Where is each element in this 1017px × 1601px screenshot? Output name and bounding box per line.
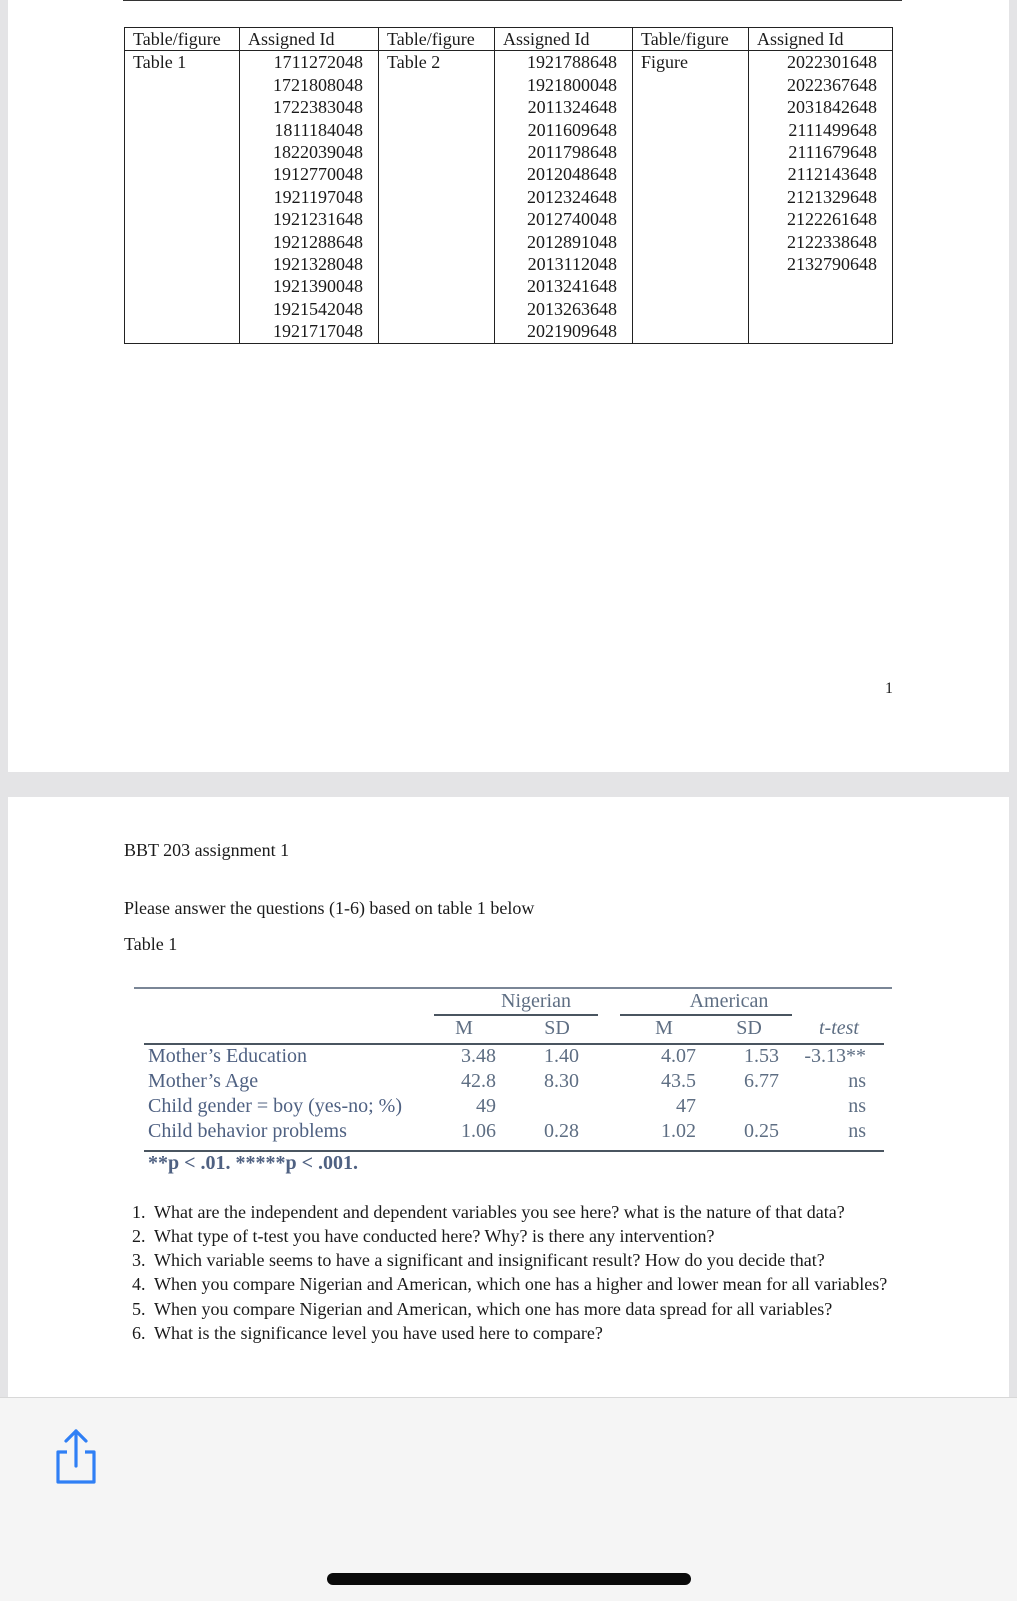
group-label-cell	[379, 163, 495, 185]
group-label-cell	[379, 320, 495, 343]
group-label-cell	[633, 74, 749, 96]
american-sd: 0.25	[744, 1120, 779, 1142]
assigned-id-cell: 1921197048	[240, 186, 379, 208]
id-table-row	[125, 231, 893, 253]
id-table-row	[125, 74, 893, 96]
group-label-cell: Table 1	[125, 51, 240, 74]
group-label-cell	[125, 231, 240, 253]
group-label-cell	[125, 208, 240, 230]
assigned-id-cell: 2013241648	[495, 275, 633, 297]
top-rule	[123, 0, 902, 1]
group-label-cell	[633, 119, 749, 141]
american-sd: 6.77	[744, 1070, 779, 1092]
assignment-heading: BBT 203 assignment 1	[124, 840, 290, 860]
group-label-cell	[633, 231, 749, 253]
group-label-cell	[633, 275, 749, 297]
home-indicator[interactable]	[327, 1573, 691, 1585]
group-label-cell: Figure	[633, 51, 749, 74]
question-text: When you compare Nigerian and American, which one has a higher and lower mean for all variables?	[154, 1274, 888, 1294]
row-label: Child behavior problems	[148, 1120, 347, 1142]
assigned-id-cell: 2122338648	[749, 231, 893, 253]
group-label-cell	[125, 186, 240, 208]
group-label-cell	[379, 208, 495, 230]
group-label-cell	[633, 163, 749, 185]
question-number: 4.	[132, 1274, 146, 1294]
group-label-cell	[379, 74, 495, 96]
nigerian-sd: 0.28	[544, 1120, 579, 1142]
american-mean: 47	[676, 1095, 696, 1117]
id-table-row	[125, 253, 893, 275]
share-icon[interactable]	[52, 1423, 100, 1491]
group-label-cell	[379, 96, 495, 118]
assigned-id-cell: 1921717048	[240, 320, 379, 343]
question-text: What are the independent and dependent variables you see here? what is the nature of that data?	[154, 1202, 845, 1222]
header-table-figure-2: Table/figure	[379, 28, 495, 51]
nigerian-mean: 1.06	[461, 1120, 496, 1142]
assigned-id-cell: 1921288648	[240, 231, 379, 253]
assigned-id-cell: 1921328048	[240, 253, 379, 275]
assigned-id-cell: 1921390048	[240, 275, 379, 297]
question-number: 6.	[132, 1323, 146, 1343]
group-label-cell: Table 2	[379, 51, 495, 74]
col-header-nigerian-sd: SD	[544, 1017, 570, 1039]
id-table-row	[125, 320, 893, 343]
assigned-id-cell: 1921231648	[240, 208, 379, 230]
id-table-row	[125, 298, 893, 320]
question-number: 2.	[132, 1226, 146, 1246]
t-test-result: ns	[848, 1120, 866, 1142]
document-page-2	[8, 797, 1009, 1397]
question-text: Which variable seems to have a significant and insignificant result? How do you decide that?	[154, 1250, 825, 1270]
american-mean: 1.02	[661, 1120, 696, 1142]
assigned-id-cell: 1711272048	[240, 51, 379, 74]
question-item	[124, 1297, 902, 1321]
assigned-id-table	[124, 27, 893, 344]
question-item	[124, 1248, 902, 1272]
group-label-cell	[633, 96, 749, 118]
nigerian-sd: 8.30	[544, 1070, 579, 1092]
assigned-id-cell: 2012740048	[495, 208, 633, 230]
table-top-rule	[134, 987, 892, 989]
nigerian-mean: 42.8	[461, 1070, 496, 1092]
significance-footnote: **p < .01. *****p < .001.	[148, 1152, 359, 1174]
group-label-cell	[379, 253, 495, 275]
american-mean: 4.07	[661, 1045, 696, 1067]
group-label-cell	[125, 298, 240, 320]
question-text: What type of t-test you have conducted here? Why? is there any intervention?	[154, 1226, 715, 1246]
header-assigned-id-2: Assigned Id	[495, 28, 633, 51]
header-table-figure-3: Table/figure	[633, 28, 749, 51]
assigned-id-cell: 2012324648	[495, 186, 633, 208]
group-label-cell	[125, 74, 240, 96]
header-assigned-id-3: Assigned Id	[749, 28, 893, 51]
group-label-cell	[125, 253, 240, 275]
american-sd: 1.53	[744, 1045, 779, 1067]
assigned-id-cell: 2132790648	[749, 253, 893, 275]
assigned-id-cell: 2013112048	[495, 253, 633, 275]
group-label-cell	[125, 119, 240, 141]
assigned-id-cell: 1721808048	[240, 74, 379, 96]
assigned-id-cell: 2011609648	[495, 119, 633, 141]
header-table-figure-1: Table/figure	[125, 28, 240, 51]
group-label-cell	[379, 186, 495, 208]
assigned-id-cell	[749, 275, 893, 297]
american-mean: 43.5	[661, 1070, 696, 1092]
col-header-nigerian-m: M	[455, 1017, 473, 1039]
assigned-id-cell: 1921542048	[240, 298, 379, 320]
question-number: 5.	[132, 1299, 146, 1319]
statistics-table	[134, 987, 892, 1182]
question-item	[124, 1224, 902, 1248]
id-table-row	[125, 119, 893, 141]
t-test-result: ns	[848, 1095, 866, 1117]
group-label-cell	[125, 163, 240, 185]
id-table-body	[125, 51, 893, 343]
id-table-row	[125, 163, 893, 185]
instruction-text: Please answer the questions (1-6) based on table 1 below	[124, 898, 535, 918]
group-label-cell	[125, 141, 240, 163]
assigned-id-cell: 1811184048	[240, 119, 379, 141]
id-table-row	[125, 275, 893, 297]
assigned-id-cell: 2112143648	[749, 163, 893, 185]
question-item	[124, 1321, 902, 1345]
t-test-result: ns	[848, 1070, 866, 1092]
col-header-american-m: M	[655, 1017, 673, 1039]
nigerian-mean: 3.48	[461, 1045, 496, 1067]
document-page-1	[8, 0, 1009, 772]
group-label-cell	[379, 119, 495, 141]
assigned-id-cell	[749, 298, 893, 320]
group-header-nigerian: Nigerian	[501, 990, 571, 1012]
col-header-american-sd: SD	[736, 1017, 762, 1039]
col-header-t-test: t-test	[819, 1017, 859, 1039]
group-label-cell	[633, 253, 749, 275]
group-label-cell	[125, 320, 240, 343]
assigned-id-cell: 1921800048	[495, 74, 633, 96]
nigerian-underline	[434, 1014, 598, 1016]
question-number: 1.	[132, 1202, 146, 1222]
assigned-id-cell: 2012048648	[495, 163, 633, 185]
assigned-id-cell: 2011324648	[495, 96, 633, 118]
id-table-row	[125, 96, 893, 118]
t-test-result: -3.13**	[804, 1045, 866, 1067]
assigned-id-cell: 2011798648	[495, 141, 633, 163]
group-header-american: American	[689, 990, 769, 1012]
american-underline	[620, 1014, 792, 1016]
assigned-id-cell: 1912770048	[240, 163, 379, 185]
row-label: Child gender = boy (yes-no; %)	[148, 1095, 403, 1117]
header-assigned-id-1: Assigned Id	[240, 28, 379, 51]
group-label-cell	[379, 231, 495, 253]
question-text: When you compare Nigerian and American, which one has more data spread for all variables?	[154, 1299, 833, 1319]
assigned-id-cell	[749, 320, 893, 343]
page-number: 1	[885, 680, 893, 697]
question-item	[124, 1272, 902, 1296]
question-item	[124, 1200, 902, 1224]
row-label: Mother’s Age	[148, 1070, 259, 1092]
assigned-id-cell: 2022367648	[749, 74, 893, 96]
group-label-cell	[125, 96, 240, 118]
table-caption: Table 1	[124, 934, 178, 954]
nigerian-mean: 49	[476, 1095, 496, 1117]
id-table-row	[125, 141, 893, 163]
group-label-cell	[633, 320, 749, 343]
id-table-row	[125, 186, 893, 208]
assigned-id-cell: 2111679648	[749, 141, 893, 163]
id-table-header-row	[125, 28, 893, 51]
assigned-id-cell: 2013263648	[495, 298, 633, 320]
assigned-id-cell: 2012891048	[495, 231, 633, 253]
question-text: What is the significance level you have used here to compare?	[154, 1323, 603, 1343]
group-label-cell	[125, 275, 240, 297]
bottom-toolbar	[0, 1397, 1017, 1601]
group-label-cell	[379, 298, 495, 320]
assigned-id-cell: 2022301648	[749, 51, 893, 74]
nigerian-sd: 1.40	[544, 1045, 579, 1067]
assigned-id-cell: 2121329648	[749, 186, 893, 208]
assigned-id-cell: 2111499648	[749, 119, 893, 141]
group-label-cell	[379, 141, 495, 163]
group-label-cell	[633, 141, 749, 163]
group-label-cell	[633, 298, 749, 320]
assigned-id-cell: 1822039048	[240, 141, 379, 163]
question-list	[124, 1200, 902, 1345]
group-label-cell	[379, 275, 495, 297]
assigned-id-cell: 1722383048	[240, 96, 379, 118]
id-table-row	[125, 208, 893, 230]
id-table-row	[125, 51, 893, 74]
assigned-id-cell: 1921788648	[495, 51, 633, 74]
question-number: 3.	[132, 1250, 146, 1270]
assigned-id-cell: 2021909648	[495, 320, 633, 343]
group-label-cell	[633, 208, 749, 230]
assigned-id-cell: 2031842648	[749, 96, 893, 118]
group-label-cell	[633, 186, 749, 208]
assigned-id-cell: 2122261648	[749, 208, 893, 230]
row-label: Mother’s Education	[148, 1045, 308, 1067]
